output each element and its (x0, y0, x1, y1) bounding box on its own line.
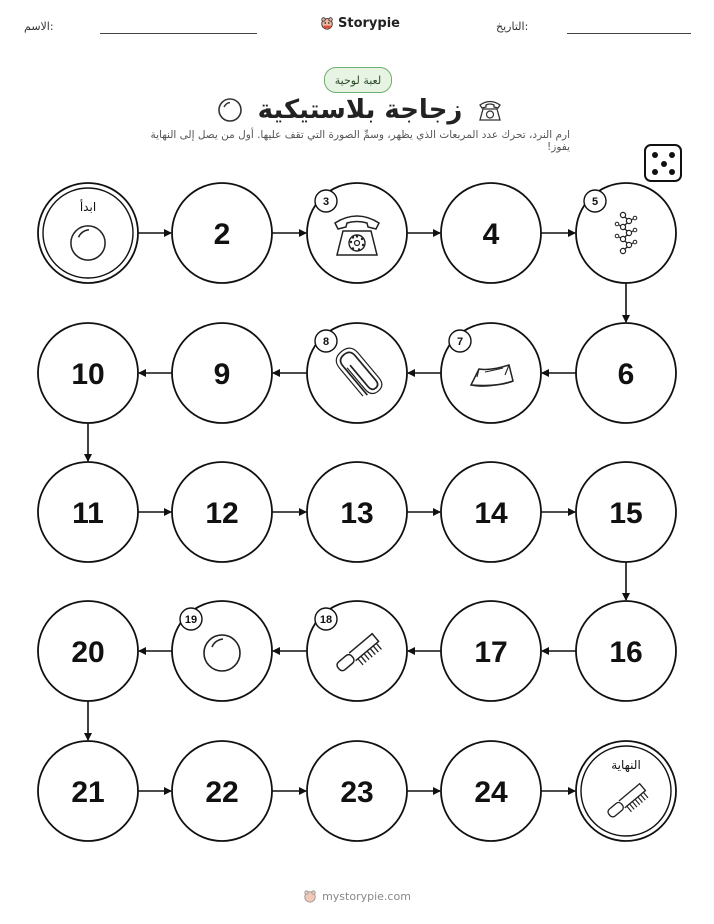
end-label: النهاية (611, 758, 641, 772)
cell-number: 4 (482, 218, 500, 251)
board-cell-4[interactable] (441, 183, 541, 283)
board-cell-21[interactable] (38, 741, 138, 841)
cell-number: 21 (71, 776, 105, 809)
board-cell-12[interactable] (172, 462, 272, 562)
cell-number: 23 (340, 776, 374, 809)
board-cell-5[interactable] (576, 183, 676, 283)
cell-number: 2 (213, 218, 231, 251)
cell-number: 12 (205, 497, 239, 530)
board-cell-14[interactable] (441, 462, 541, 562)
board-cell-3[interactable] (307, 183, 407, 283)
footer-url[interactable]: mystorypie.com (322, 889, 411, 903)
cell-number-badge: 5 (591, 196, 599, 208)
start-label: ابدأ (79, 200, 97, 214)
board-cell-2[interactable] (172, 183, 272, 283)
cell-number: 10 (71, 358, 105, 391)
board-cell-18[interactable] (307, 601, 407, 701)
board-cell-10[interactable] (38, 323, 138, 423)
cell-number-badge: 8 (322, 336, 330, 348)
name-label: الاسم: (24, 20, 54, 33)
cell-number: 6 (617, 358, 635, 391)
board-cell-8[interactable] (307, 323, 407, 423)
board-cell-15[interactable] (576, 462, 676, 562)
cell-number: 16 (609, 636, 643, 669)
title-text: زجاجة بلاستيكية (257, 95, 463, 125)
board-cell-6[interactable] (576, 323, 676, 423)
board-cell-9[interactable] (172, 323, 272, 423)
instructions: ارم النرد، تحرك عدد المربعات الذي يظهر، وسمِّ الصورة التي تقف عليها. أول من يصل إلى النهاية يفوز! (150, 129, 570, 153)
cell-number: 11 (72, 497, 104, 530)
board-cell-20[interactable] (38, 601, 138, 701)
cell-number: 17 (474, 636, 508, 669)
mascot-icon (303, 889, 317, 903)
board-cell-23[interactable] (307, 741, 407, 841)
board-cell-24[interactable] (441, 741, 541, 841)
cell-number: 14 (474, 497, 508, 530)
cell-number-badge: 19 (184, 614, 198, 626)
cell-number: 9 (213, 358, 231, 391)
cell-number-badge: 7 (456, 336, 464, 348)
board-cell-22[interactable] (172, 741, 272, 841)
board-cell-7[interactable] (441, 323, 541, 423)
board-cell-16[interactable] (576, 601, 676, 701)
cell-number: 24 (474, 776, 508, 809)
brand-name: Storypie (338, 15, 400, 31)
cell-number-badge: 3 (322, 196, 330, 208)
board-cell-1[interactable] (38, 183, 138, 283)
board-cell-11[interactable] (38, 462, 138, 562)
cell-number: 15 (609, 497, 643, 530)
cell-number: 22 (205, 776, 239, 809)
board-cell-17[interactable] (441, 601, 541, 701)
cell-number: 20 (71, 636, 105, 669)
board-cell-19[interactable] (172, 601, 272, 701)
cell-number-badge: 18 (319, 614, 333, 626)
date-label: التاريخ: (496, 20, 529, 33)
footer (0, 886, 714, 906)
cell-number: 13 (340, 497, 374, 530)
board-cell-13[interactable] (307, 462, 407, 562)
board-cell-25[interactable] (576, 741, 676, 841)
game-type-badge: لعبة لوحية (324, 67, 392, 93)
